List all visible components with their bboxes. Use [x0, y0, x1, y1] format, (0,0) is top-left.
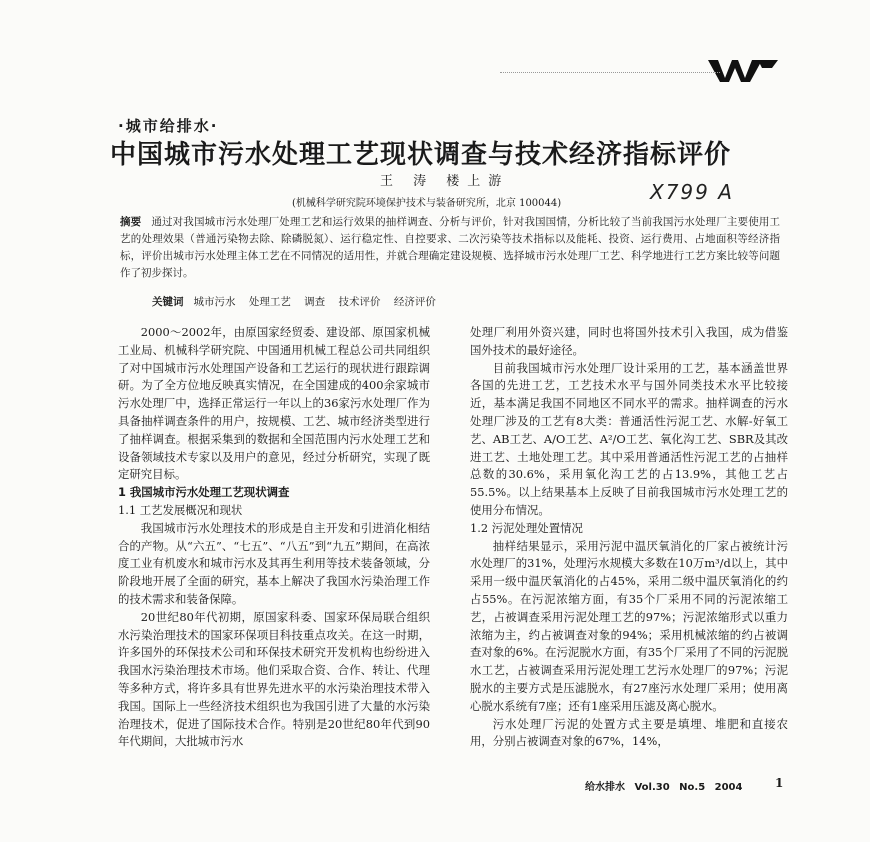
paragraph: 抽样结果显示，采用污泥中温厌氧消化的厂家占被统计污水处理厂的31%，处理污水规模大多数在10万m³/d以上，其中采用一级中温厌氧消化的占45%，采用二级中温厌氧消化的约占55%。在污泥浓缩方面，有35个厂采用不同的污泥浓缩工艺，占被调查采用污泥处理工艺的97%；污泥浓缩形式以重力浓缩为主，约占被调查对象的94%；采用机械浓缩的约占被调查对象的6%。在污泥脱水方面，有35个厂采用了不同的污泥脱水工艺，占被调查采用污泥处理工艺污水处理厂的97%；污泥脱水的主要方式是压滤脱水，有27座污水处理厂采用；使用离心脱水系统有7座；还有1座采用压滤及离心脱水。 — [470, 538, 788, 713]
author-affiliation: (机械科学研究院环境保护技术与装备研究所，北京 100044) — [292, 198, 562, 209]
subsection-heading-1-1: 1.1 工艺发展概况和现状 — [118, 502, 243, 517]
article-authors: 王 涛 楼上游 — [380, 174, 510, 189]
paragraph: 目前我国城市污水处理厂设计采用的工艺，基本涵盖世界各国的先进工艺，工艺技术水平与国外同类技术水平比较接近，基本满足我国不同地区不同水平的需求。抽样调查的污水处理厂涉及的工艺有8大类：普通活性污泥工艺、水解-好氧工艺、AB工艺、A/O工艺、A²/O工艺、氧化沟工艺、SBR及其改进工艺、土地处理工艺。其中采用普通活性污泥工艺的占抽样总数的30.6%，采用氧化沟工艺的占13.9%，其他工艺占55.5%。以上结果基本上反映了目前我国城市污水处理工艺的使用分布情况。 — [470, 360, 788, 517]
handwritten-classification-note: X799 A — [650, 180, 734, 204]
abstract-text: 通过对我国城市污水处理厂处理工艺和运行效果的抽样调查、分析与评价，针对我国国情，分析比较了当前我国污水处理厂主要使用工艺的处理效果（普通污染物去除、除磷脱氮）、运行稳定性、自控要求、二次污染等技术指标以及能耗、投资、运行费用、占地面积等经济指标，评价出城市污水处理主体工艺在不同情况的适用性，并就合理确定建设规模、选择城市污水处理厂工艺、科学地进行工艺方案比较等问题作了初步探讨。 — [120, 216, 781, 279]
abstract — [120, 214, 780, 282]
header-rule — [500, 72, 720, 73]
keywords — [152, 294, 772, 309]
journal-footer: 给水排水 Vol.30 No.5 2004 — [585, 782, 743, 793]
abstract-label: 摘要 — [120, 216, 142, 228]
page-number: 1 — [775, 776, 784, 790]
journal-logo-icon — [708, 58, 778, 84]
paragraph: 2000～2002年，由原国家经贸委、建设部、原国家机械工业局、机械科学研究院、中国通用机械工程总公司共同组织了对中国城市污水处理国产设备和工艺运行的现状进行跟踪调研。为了全方位地反映真实情况，在全国建成的400余家城市污水处理厂中，选择正常运行一年以上的36家污水处理厂作为具备抽样调查条件的用户，按规模、工艺、城市经济类型进行了抽样调查。根据采集到的数据和全国范围内污水处理工艺和设备领域技术专家以及用户的意见，经过分析研究，实现了既定研究目标。 — [118, 325, 430, 482]
article-title: 中国城市污水处理工艺现状调查与技术经济指标评价 — [110, 140, 732, 170]
paragraph: 20世纪80年代初期，原国家科委、国家环保局联合组织水污染治理技术的国家环保项目科技重点攻关。在这一时期，许多国外的环保技术公司和环保技术研究开发机构也纷纷进入我国水污染治理技术市场。他们采取合资、合作、转让、代理等多种方式，将许多具有世界先进水平的水污染治理技术带入我国。国际上一些经济技术组织也为我国引进了大量的水污染治理技术，促进了国际技术合作。特别是20世纪80年代到90年代期间，大批城市污水 — [118, 609, 430, 749]
section-heading-1: 1 我国城市污水处理工艺现状调查 — [118, 485, 290, 500]
paragraph: 处理厂利用外资兴建，同时也将国外技术引入我国，成为借鉴国外技术的最好途径。 — [470, 325, 788, 357]
paragraph: 污水处理厂污泥的处置方式主要是填埋、堆肥和直接农用，分别占被调查对象的67%，14%， — [470, 716, 788, 749]
paragraph: 我国城市污水处理技术的形成是自主开发和引进消化相结合的产物。从“六五”、“七五”、“八五”到“九五”期间，在高浓度工业有机废水和城市污水及其再生利用等技术装备领域，分阶段地开展了全面的研究，基本上解决了我国水污染治理工作的技术需求和装备保障。 — [118, 520, 430, 606]
keywords-text: 城市污水 处理工艺 调查 技术评价 经济评价 — [193, 296, 436, 308]
body-column-right — [470, 324, 788, 751]
keywords-label: 关键词 — [152, 296, 184, 308]
body-column-left — [118, 324, 430, 751]
section-tag: ·城市给排水· — [118, 117, 219, 135]
subsection-heading-1-2: 1.2 污泥处理处置情况 — [470, 520, 583, 535]
